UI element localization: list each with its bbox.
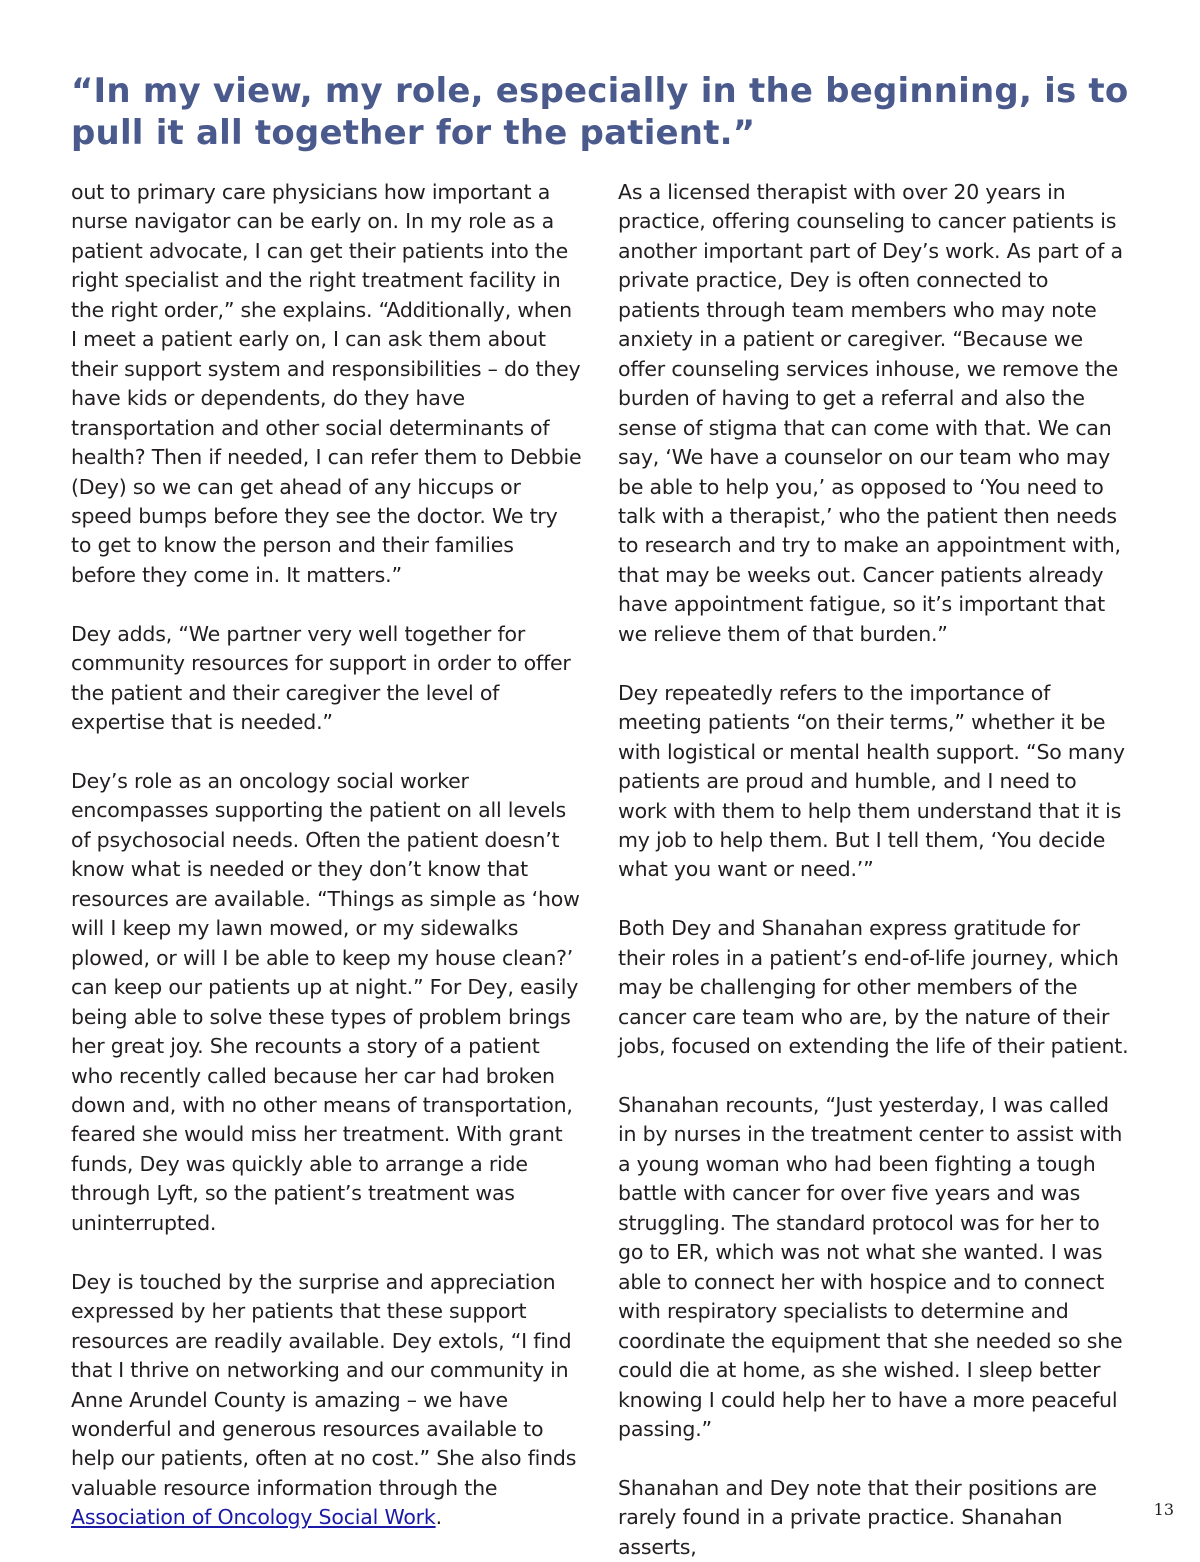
page-number: 13 — [1153, 1500, 1174, 1519]
left-column — [71, 178, 583, 1533]
paragraph: Shanahan recounts, “Just yesterday, I was called in by nurses in the treatment center to assist with a young woman who had been fighting a tough battle with cancer for over five years and was struggling. The standard protocol was for her to go to ER, which was not what she wanted. I was able to connect her with hospice and to connect with respiratory specialists to determine and coordinate the equipment that she needed so she could die at home, as she wished. I sleep better knowing I could help her to have a more peaceful passing.” — [618, 1093, 1123, 1441]
paragraph: out to primary care physicians how important a nurse navigator can be early on. In my role as a patient advocate, I can get their patients into the right specialist and the right treatment facility in the right order,” she explains. “Additionally, when I meet a patient early on, I can ask them about their support system and responsibilities – do they have kids or dependents, do they have transportation and other social determinants of health? Then if needed, I can refer them to Debbie (Dey) so we can get ahead of any hiccups or speed bumps before they see the doctor. We try to get to know the person and their families before they come in. It matters.” — [71, 180, 582, 587]
paragraph: Shanahan and Dey note that their positions are rarely found in a private practice. Shanahan asserts, — [618, 1475, 1097, 1559]
paragraph: Dey’s role as an oncology social worker encompasses supporting the patient on all levels of psychosocial needs. Often the patient doesn’t know what is needed or they don’t know that resources are available. “Things as simple as ‘how will I keep my lawn mowed, or my sidewalks plowed, or will I be able to keep my house clean?’ can keep our patients up at night.” For Dey, easily being able to solve these types of problem brings her great joy. She recounts a story of a patient who recently called because her car had broken down and, with no other means of transportation, feared she would miss her treatment. With grant funds, Dey was quickly able to arrange a ride through Lyft, so the patient’s treatment was uninterrupted. — [71, 769, 580, 1235]
pull-quote-heading: “In my view, my role, especially in the beginning, is to pull it all together for the patient.” — [71, 71, 1129, 153]
aosw-link[interactable]: Association of Oncology Social Work — [71, 1505, 436, 1530]
paragraph: Dey repeatedly refers to the importance of meeting patients “on their terms,” whether it be with logistical or mental health support. “So many patients are proud and humble, and I need to work with them to help them understand that it is my job to help them. But I tell them, ‘You decide what you want or need.’” — [618, 680, 1125, 882]
paragraph: Both Dey and Shanahan express gratitude for their roles in a patient’s end-of-life journey, which may be challenging for other members of the cancer care team who are, by the nature of their jobs, focused on extending the life of their patient. — [618, 916, 1129, 1059]
paragraph-text: Dey is touched by the surprise and appreciation expressed by her patients that these support resources are readily available. Dey extols, “I find that I thrive on networking and our community in Anne Arundel County is amazing – we have wonderful and generous resources available to help our patients, often at no cost.” She also finds valuable resource information through the — [71, 1269, 577, 1500]
paragraph-with-link — [71, 1268, 583, 1533]
paragraph: Dey adds, “We partner very well together for community resources for support in order to offer the patient and their caregiver the level of expertise that is needed.” — [71, 621, 571, 735]
right-column — [618, 178, 1130, 1562]
paragraph-end: . — [435, 1505, 442, 1530]
paragraph: As a licensed therapist with over 20 years in practice, offering counseling to cancer patients is another important part of Dey’s work. As part of a private practice, Dey is often connected to patients through team members who may note anxiety in a patient or caregiver. “Because we offer counseling services inhouse, we remove the burden of having to get a referral and also the sense of stigma that can come with that. We can say, ‘We have a counselor on our team who may be able to help you,’ as opposed to ‘You need to talk with a therapist,’ who the patient then needs to research and try to make an appointment with, that may be weeks out. Cancer patients already have appointment fatigue, so it’s important that we relieve them of that burden.” — [618, 180, 1123, 646]
